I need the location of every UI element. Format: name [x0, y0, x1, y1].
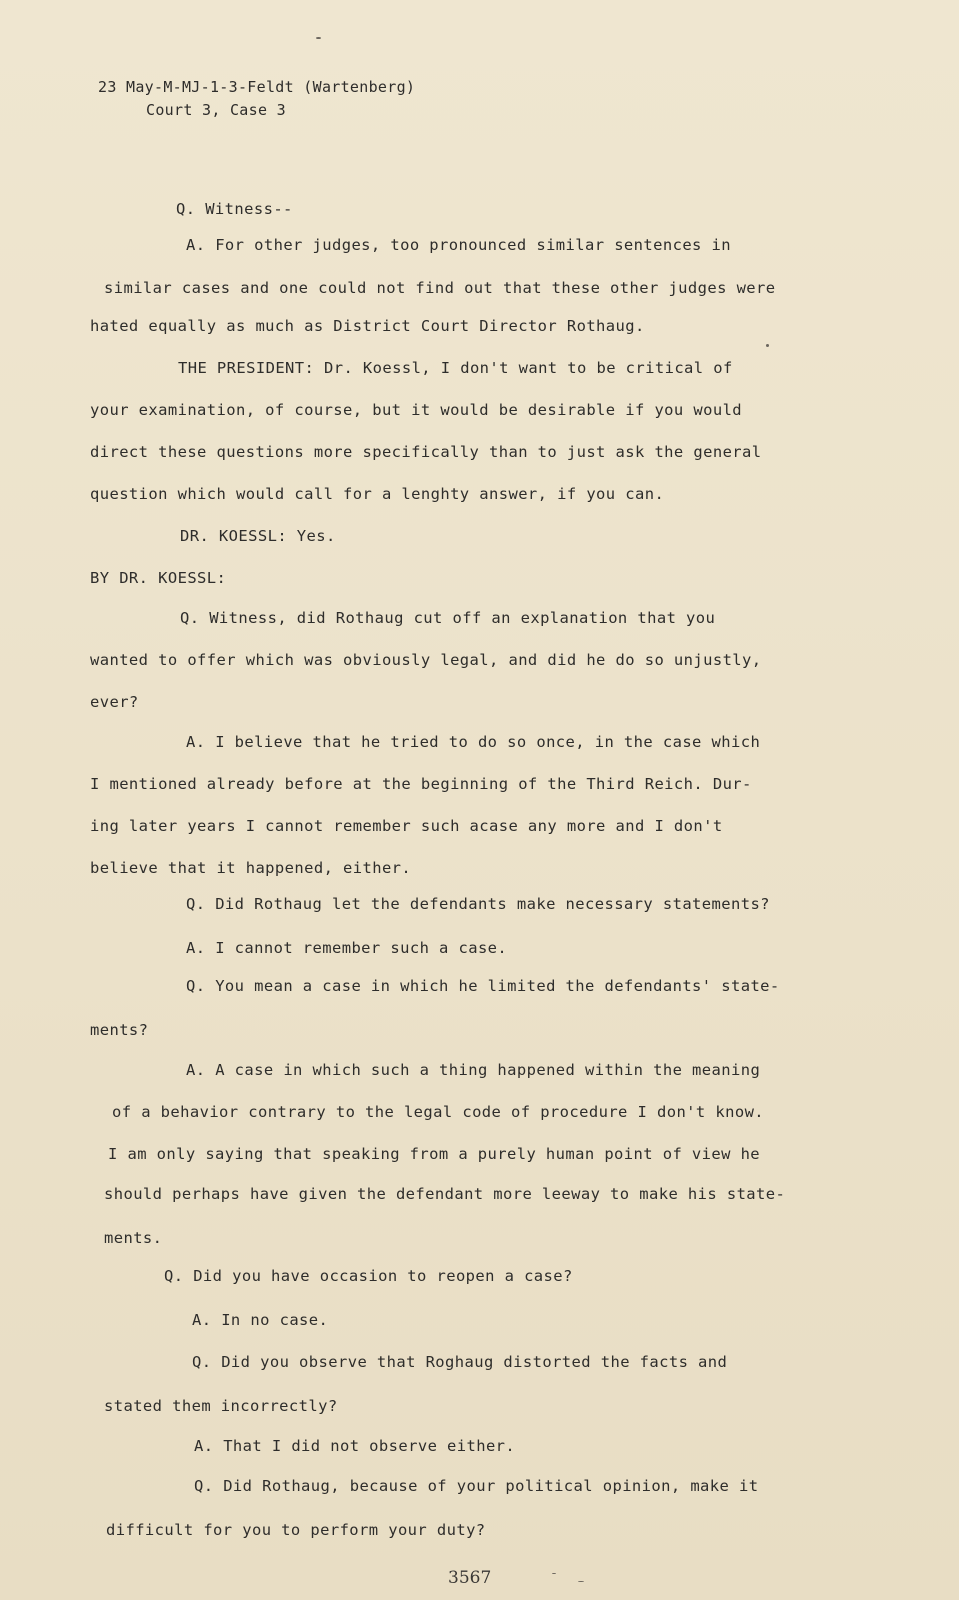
text-line: A. For other judges, too pronounced similar sentences in: [186, 236, 731, 254]
text-line: difficult for you to perform your duty?: [106, 1521, 486, 1539]
text-line: THE PRESIDENT: Dr. Koessl, I don't want to be critical of: [178, 359, 733, 377]
text-line: ments?: [90, 1021, 149, 1039]
text-line: Q. Did you have occasion to reopen a case?: [164, 1267, 573, 1285]
text-line: A. I believe that he tried to do so once, in the case which: [186, 733, 761, 751]
text-line: Q. You mean a case in which he limited the defendants' state-: [186, 977, 780, 995]
text-line: A. A case in which such a thing happened within the meaning: [186, 1061, 761, 1079]
text-line: your examination, of course, but it would be desirable if you would: [90, 401, 743, 419]
text-line: Q. Did Rothaug, because of your political opinion, make it: [194, 1477, 759, 1495]
text-line: hated equally as much as District Court Director Rothaug.: [90, 317, 645, 335]
text-line: Q. Witness--: [176, 200, 293, 218]
text-line: believe that it happened, either.: [90, 859, 412, 877]
text-line: A. That I did not observe either.: [194, 1437, 516, 1455]
paper-speck: [552, 1573, 556, 1574]
text-line: Q. Did Rothaug let the defendants make necessary statements?: [186, 895, 770, 913]
text-line: stated them incorrectly?: [104, 1397, 338, 1415]
paper-speck: [766, 344, 769, 347]
text-line: should perhaps have given the defendant more leeway to make his state-: [104, 1185, 786, 1203]
text-line: DR. KOESSL: Yes.: [180, 527, 336, 545]
text-line: similar cases and one could not find out that these other judges were: [104, 279, 776, 297]
text-line: A. In no case.: [192, 1311, 329, 1329]
text-line: I am only saying that speaking from a purely human point of view he: [108, 1145, 761, 1163]
text-line: question which would call for a lenghty answer, if you can.: [90, 485, 665, 503]
text-line: wanted to offer which was obviously legal, and did he do so unjustly,: [90, 651, 762, 669]
text-line: Q. Did you observe that Roghaug distorted the facts and: [192, 1353, 728, 1371]
page-number: 3567: [448, 1568, 492, 1588]
text-line: ever?: [90, 693, 139, 711]
text-line: A. I cannot remember such a case.: [186, 939, 508, 957]
paper-speck: [316, 37, 321, 39]
paper-speck: [578, 1581, 584, 1582]
court-case-label: Court 3, Case 3: [146, 101, 286, 119]
text-line: direct these questions more specifically than to just ask the general: [90, 443, 762, 461]
text-line: Q. Witness, did Rothaug cut off an explanation that you: [180, 609, 716, 627]
text-line: ments.: [104, 1229, 163, 1247]
document-reference: 23 May-M-MJ-1-3-Feldt (Wartenberg): [98, 78, 416, 96]
text-line: ing later years I cannot remember such acase any more and I don't: [90, 817, 723, 835]
text-line: of a behavior contrary to the legal code of procedure I don't know.: [112, 1103, 765, 1121]
text-line: BY DR. KOESSL:: [90, 569, 227, 587]
text-line: I mentioned already before at the beginning of the Third Reich. Dur-: [90, 775, 752, 793]
